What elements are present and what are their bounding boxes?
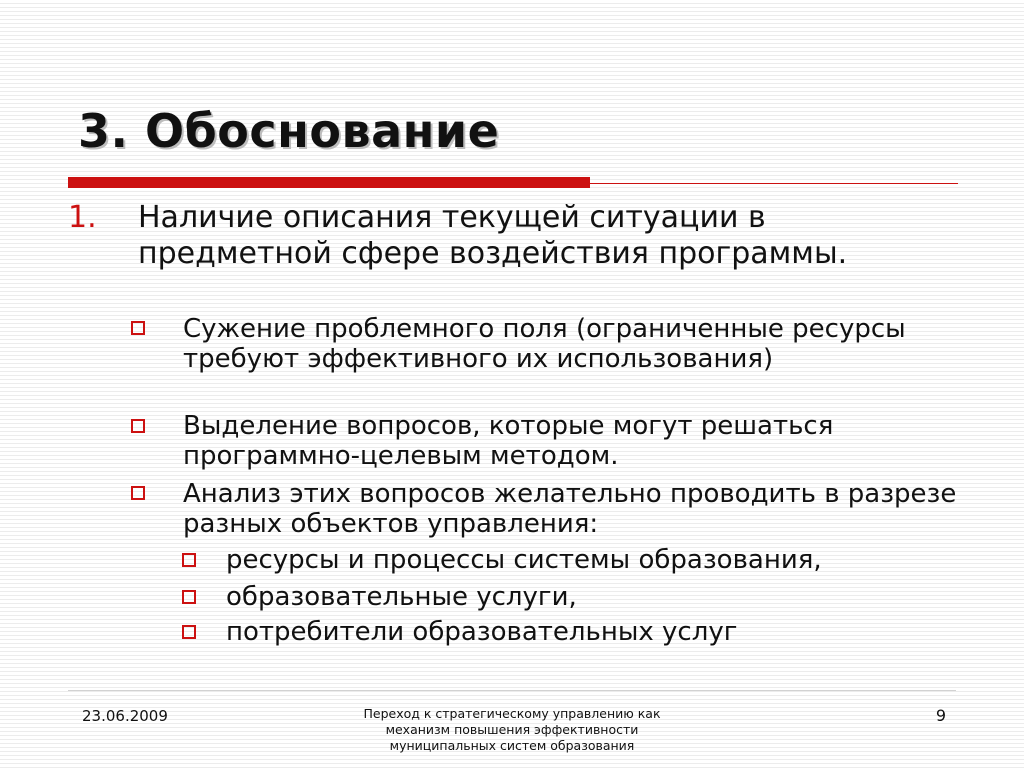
footer-divider <box>68 690 956 691</box>
sub-item-3: Анализ этих вопросов желательно проводить в разрезе разных объектов управления: <box>183 479 957 539</box>
footer-date: 23.06.2009 <box>82 707 168 725</box>
square-bullet-icon <box>182 625 196 639</box>
list-number-1: 1. <box>68 200 97 235</box>
subsub-item-1: ресурсы и процессы системы образования, <box>226 545 822 575</box>
title-red-rule <box>68 177 590 188</box>
square-bullet-icon <box>182 590 196 604</box>
slide-title: 3. Обоснование <box>78 104 500 158</box>
sub-item-1: Сужение проблемного поля (ограниченные ресурсы требуют эффективного их использования) <box>183 314 906 374</box>
square-bullet-icon <box>131 321 145 335</box>
sub-item-2: Выделение вопросов, которые могут решаться программно-целевым методом. <box>183 411 834 471</box>
footer-caption: Переход к стратегическому управлению как механизм повышения эффективности муниципальных систем образования <box>363 706 661 753</box>
subsub-item-2: образовательные услуги, <box>226 582 577 612</box>
title-thin-rule <box>590 183 958 184</box>
square-bullet-icon <box>182 553 196 567</box>
square-bullet-icon <box>131 486 145 500</box>
square-bullet-icon <box>131 419 145 433</box>
subsub-item-3: потребители образовательных услуг <box>226 617 738 647</box>
list-item-1-text: Наличие описания текущей ситуации в предметной сфере воздействия программы. <box>138 200 848 271</box>
page-number: 9 <box>935 706 946 725</box>
